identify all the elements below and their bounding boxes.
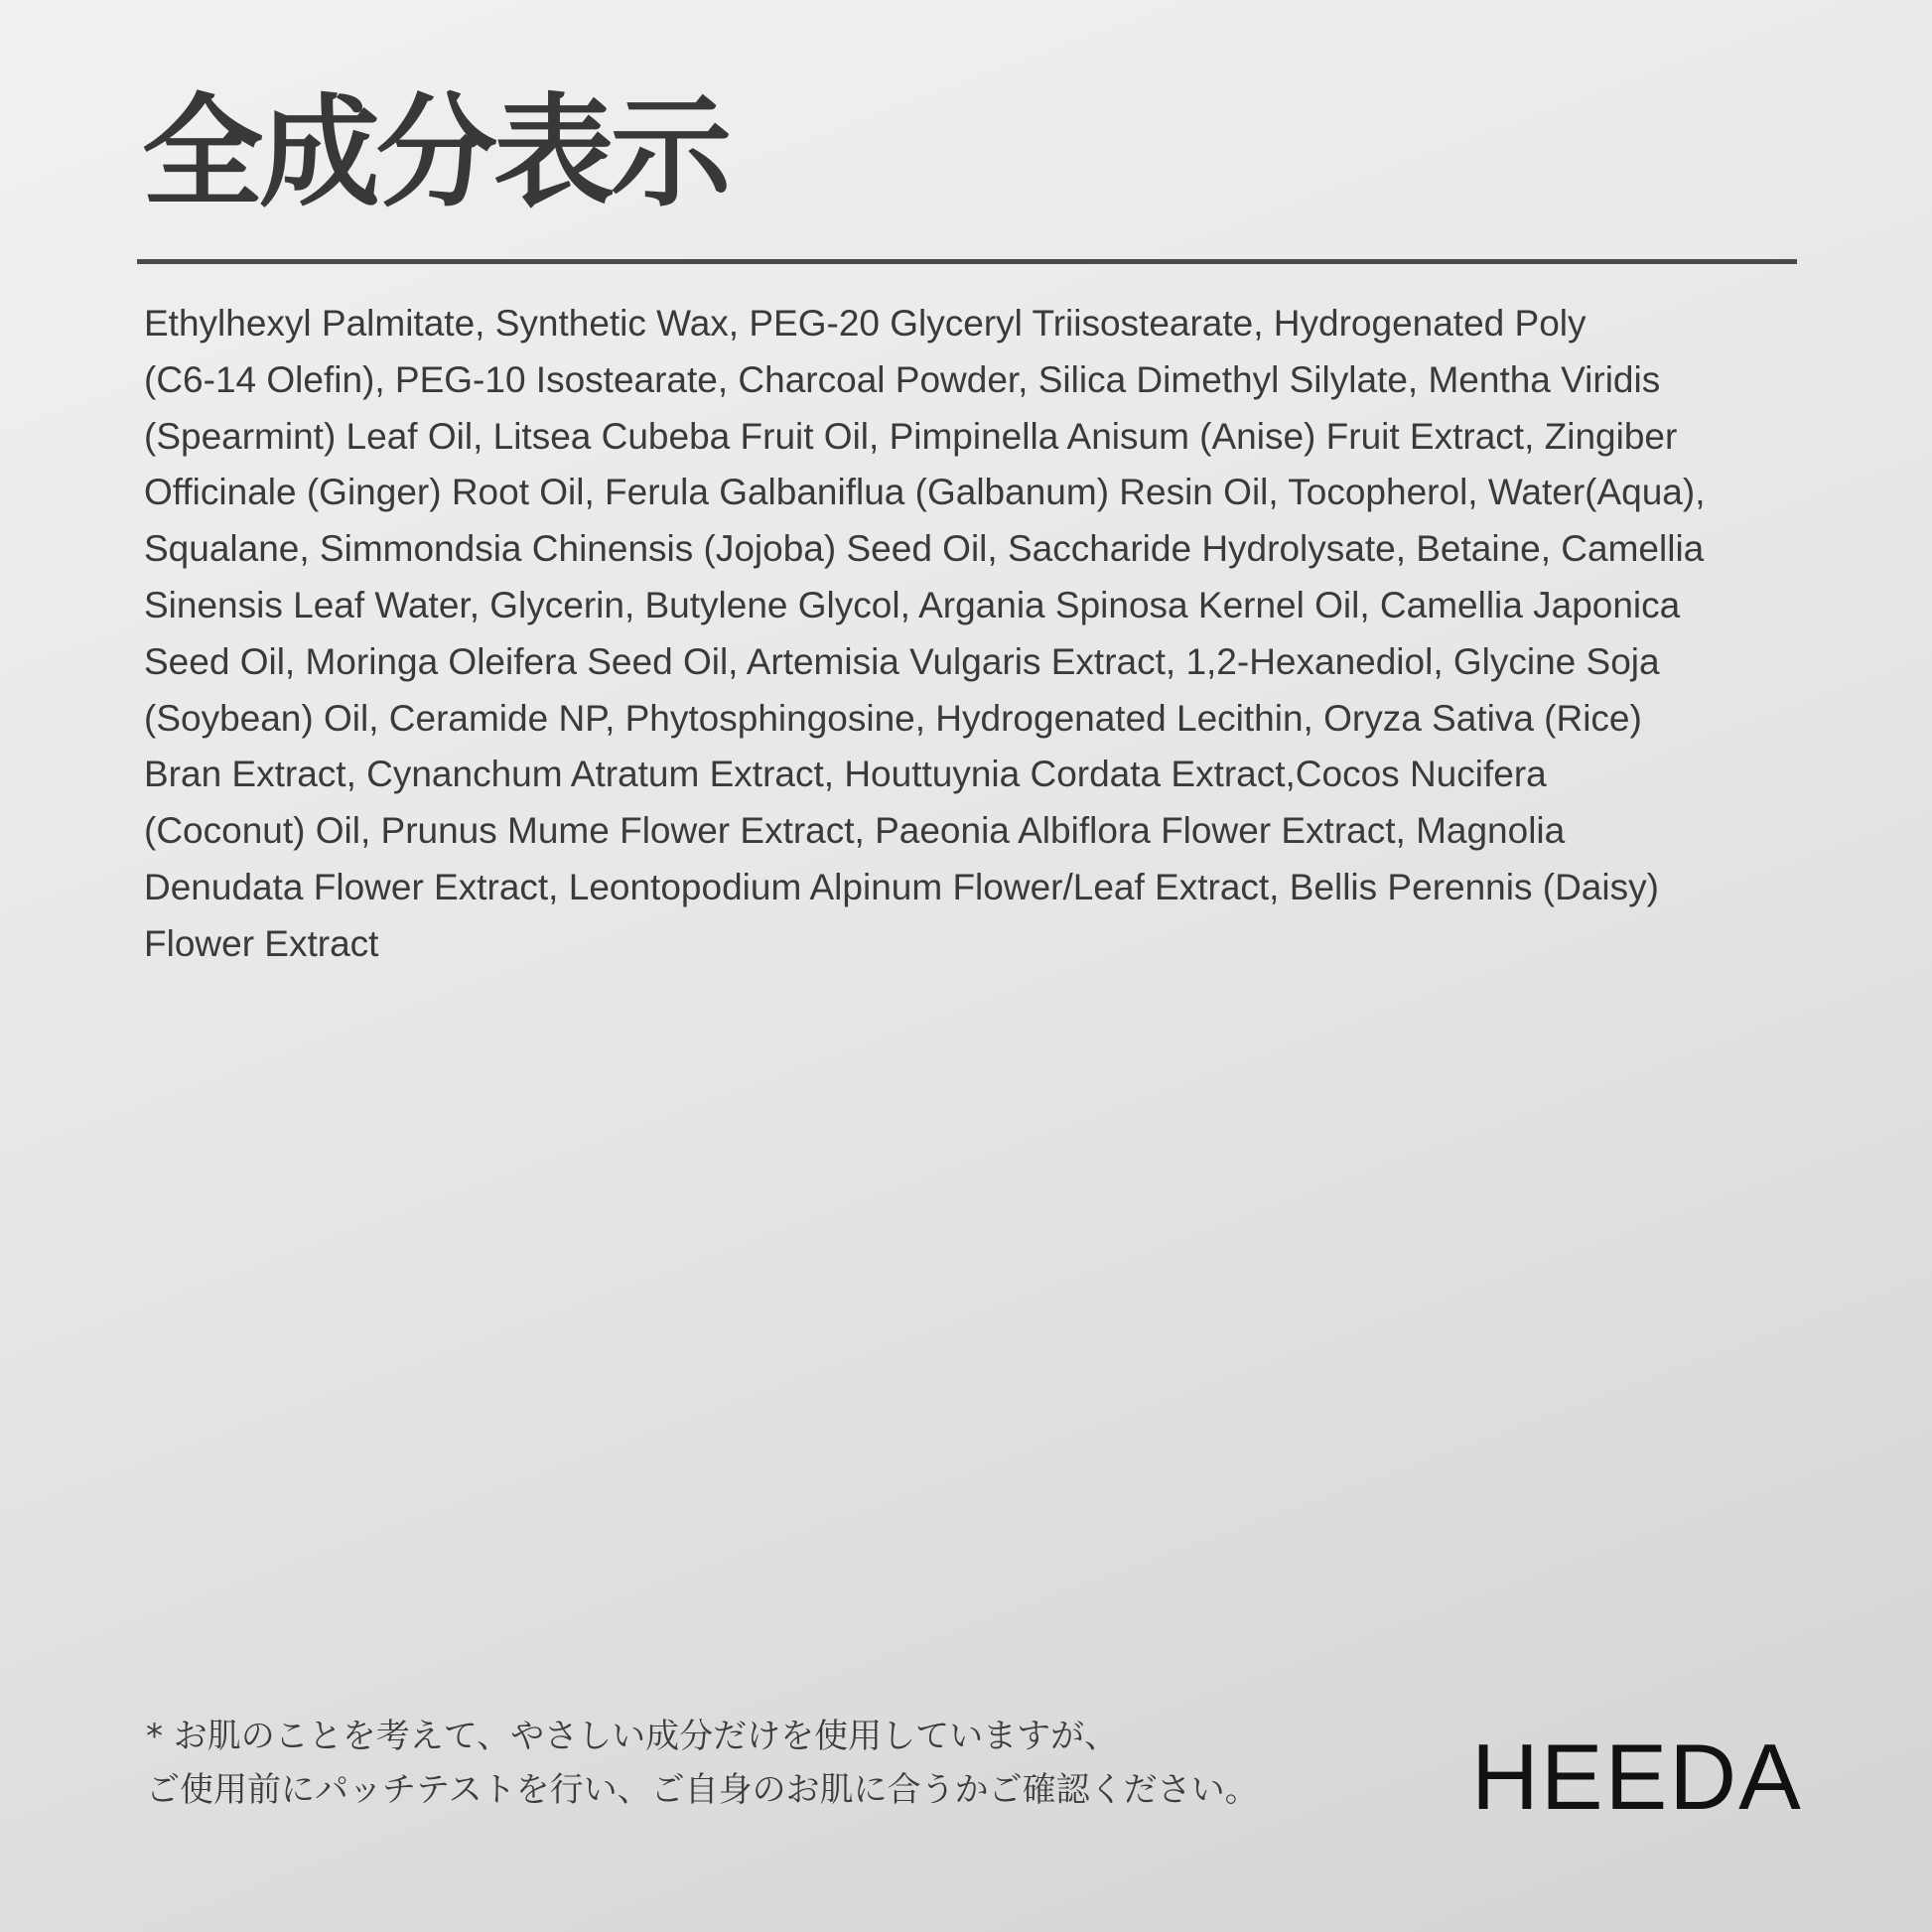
- ingredients-line: Seed Oil, Moringa Oleifera Seed Oil, Artemisia Vulgaris Extract, 1,2-Hexanediol, Glycine Soja: [144, 640, 1660, 682]
- patch-test-notice: [146, 1710, 1259, 1817]
- ingredients-line: Ethylhexyl Palmitate, Synthetic Wax, PEG-20 Glyceryl Triisostearate, Hydrogenated Poly: [144, 303, 1587, 344]
- ingredients-list: [144, 296, 1832, 973]
- title-divider: [137, 259, 1797, 264]
- page-title: 全成分表示: [142, 82, 728, 223]
- ingredients-line: (C6-14 Olefin), PEG-10 Isostearate, Charcoal Powder, Silica Dimethyl Silylate, Mentha Viridis: [144, 358, 1661, 400]
- ingredients-line: Flower Extract: [144, 922, 379, 964]
- notice-line: ご使用前にパッチテストを行い、ご自身のお肌に合うかご確認ください。: [146, 1770, 1259, 1810]
- notice-line: * お肌のことを考えて、やさしい成分だけを使用していますが、: [146, 1717, 1119, 1756]
- ingredients-line: (Spearmint) Leaf Oil, Litsea Cubeba Fruit Oil, Pimpinella Anisum (Anise) Fruit Extract, Zingiber: [144, 415, 1678, 457]
- ingredients-line: (Coconut) Oil, Prunus Mume Flower Extract, Paeonia Albiflora Flower Extract, Magnolia: [144, 810, 1566, 852]
- brand-logo: HEEDA: [1471, 1725, 1803, 1829]
- ingredients-line: Officinale (Ginger) Root Oil, Ferula Galbaniflua (Galbanum) Resin Oil, Tocopherol, Water(Aqua),: [144, 472, 1706, 513]
- ingredients-line: Sinensis Leaf Water, Glycerin, Butylene Glycol, Argania Spinosa Kernel Oil, Camellia Japonica: [144, 584, 1681, 625]
- ingredients-line: Bran Extract, Cynanchum Atratum Extract, Houttuynia Cordata Extract,Cocos Nucifera: [144, 754, 1547, 795]
- ingredients-line: Denudata Flower Extract, Leontopodium Alpinum Flower/Leaf Extract, Bellis Perennis (Daisy): [144, 866, 1659, 907]
- ingredients-line: (Soybean) Oil, Ceramide NP, Phytosphingosine, Hydrogenated Lecithin, Oryza Sativa (Rice): [144, 697, 1642, 739]
- ingredients-line: Squalane, Simmondsia Chinensis (Jojoba) Seed Oil, Saccharide Hydrolysate, Betaine, Camellia: [144, 528, 1705, 570]
